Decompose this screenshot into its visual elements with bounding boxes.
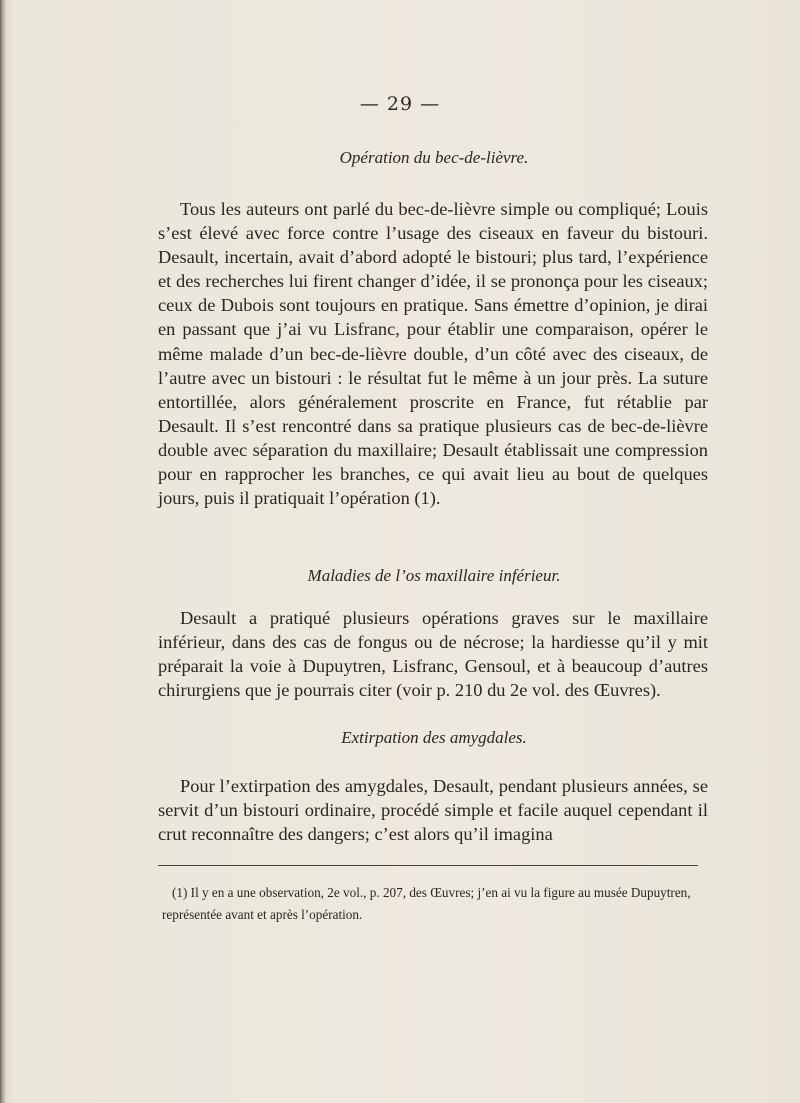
- section-heading-maxillaire-inferieur: Maladies de l’os maxillaire inférieur.: [307, 566, 561, 585]
- page-number: — 29 —: [359, 93, 441, 115]
- paragraph-amygdales: Pour l’extirpation des amygdales, Desault, pendant plusieurs années, se servit d’un bistouri ordinaire, procédé simple et facile auquel cependant il crut reconnaître des dangers; c’est alors qu’il imagina: [158, 776, 708, 845]
- paragraph-maxillaire-inferieur: Desault a pratiqué plusieurs opérations graves sur le maxillaire inférieur, dans des cas de fongus ou de nécrose; la hardiesse qu’il y mit préparait la voie à Dupuytren, Lisfranc, Gensoul, et à beaucoup d’autres chirurgiens que je pourrais citer (voir p. 210 du 2e vol. des Œuvres).: [158, 608, 708, 701]
- footnote: (1) Il y en a une observation, 2e vol., p. 207, des Œuvres; j’en ai vu la figure au musée Dupuytren, représentée avant et après l’opération.: [162, 885, 691, 922]
- paragraph-bec-de-lievre: Tous les auteurs ont parlé du bec-de-lièvre simple ou compliqué; Louis s’est élevé avec force contre l’usage des ciseaux en faveur du bistouri. Desault, incertain, avait d’abord adopté le bistouri; plus tard, l’expérience et des recherches lui firent changer d’idée, il se prononça pour les ciseaux; ceux de Dubois sont toujours en pratique. Sans émettre d’opinion, je dirai en passant que j’ai vu Lisfranc, pour établir une comparaison, opérer le même malade d’un bec-de-lièvre double, d’un côté avec des ciseaux, de l’autre avec un bistouri : le résultat fut le même à un jour près. La suture entortillée, alors généralement proscrite en France, fut rétablie par Desault. Il s’est rencontré dans sa pratique plusieurs cas de bec-de-lièvre double avec séparation du maxillaire; Desault établissait une compression pour en rapprocher les branches, ce qui avait lieu au bout de quelques jours, puis il pratiquait l’opération (1).: [158, 199, 708, 509]
- section-heading-bec-de-lievre: Opération du bec-de-lièvre.: [339, 148, 529, 167]
- footnote-separator: [158, 865, 698, 866]
- section-heading-amygdales: Extirpation des amygdales.: [341, 728, 527, 747]
